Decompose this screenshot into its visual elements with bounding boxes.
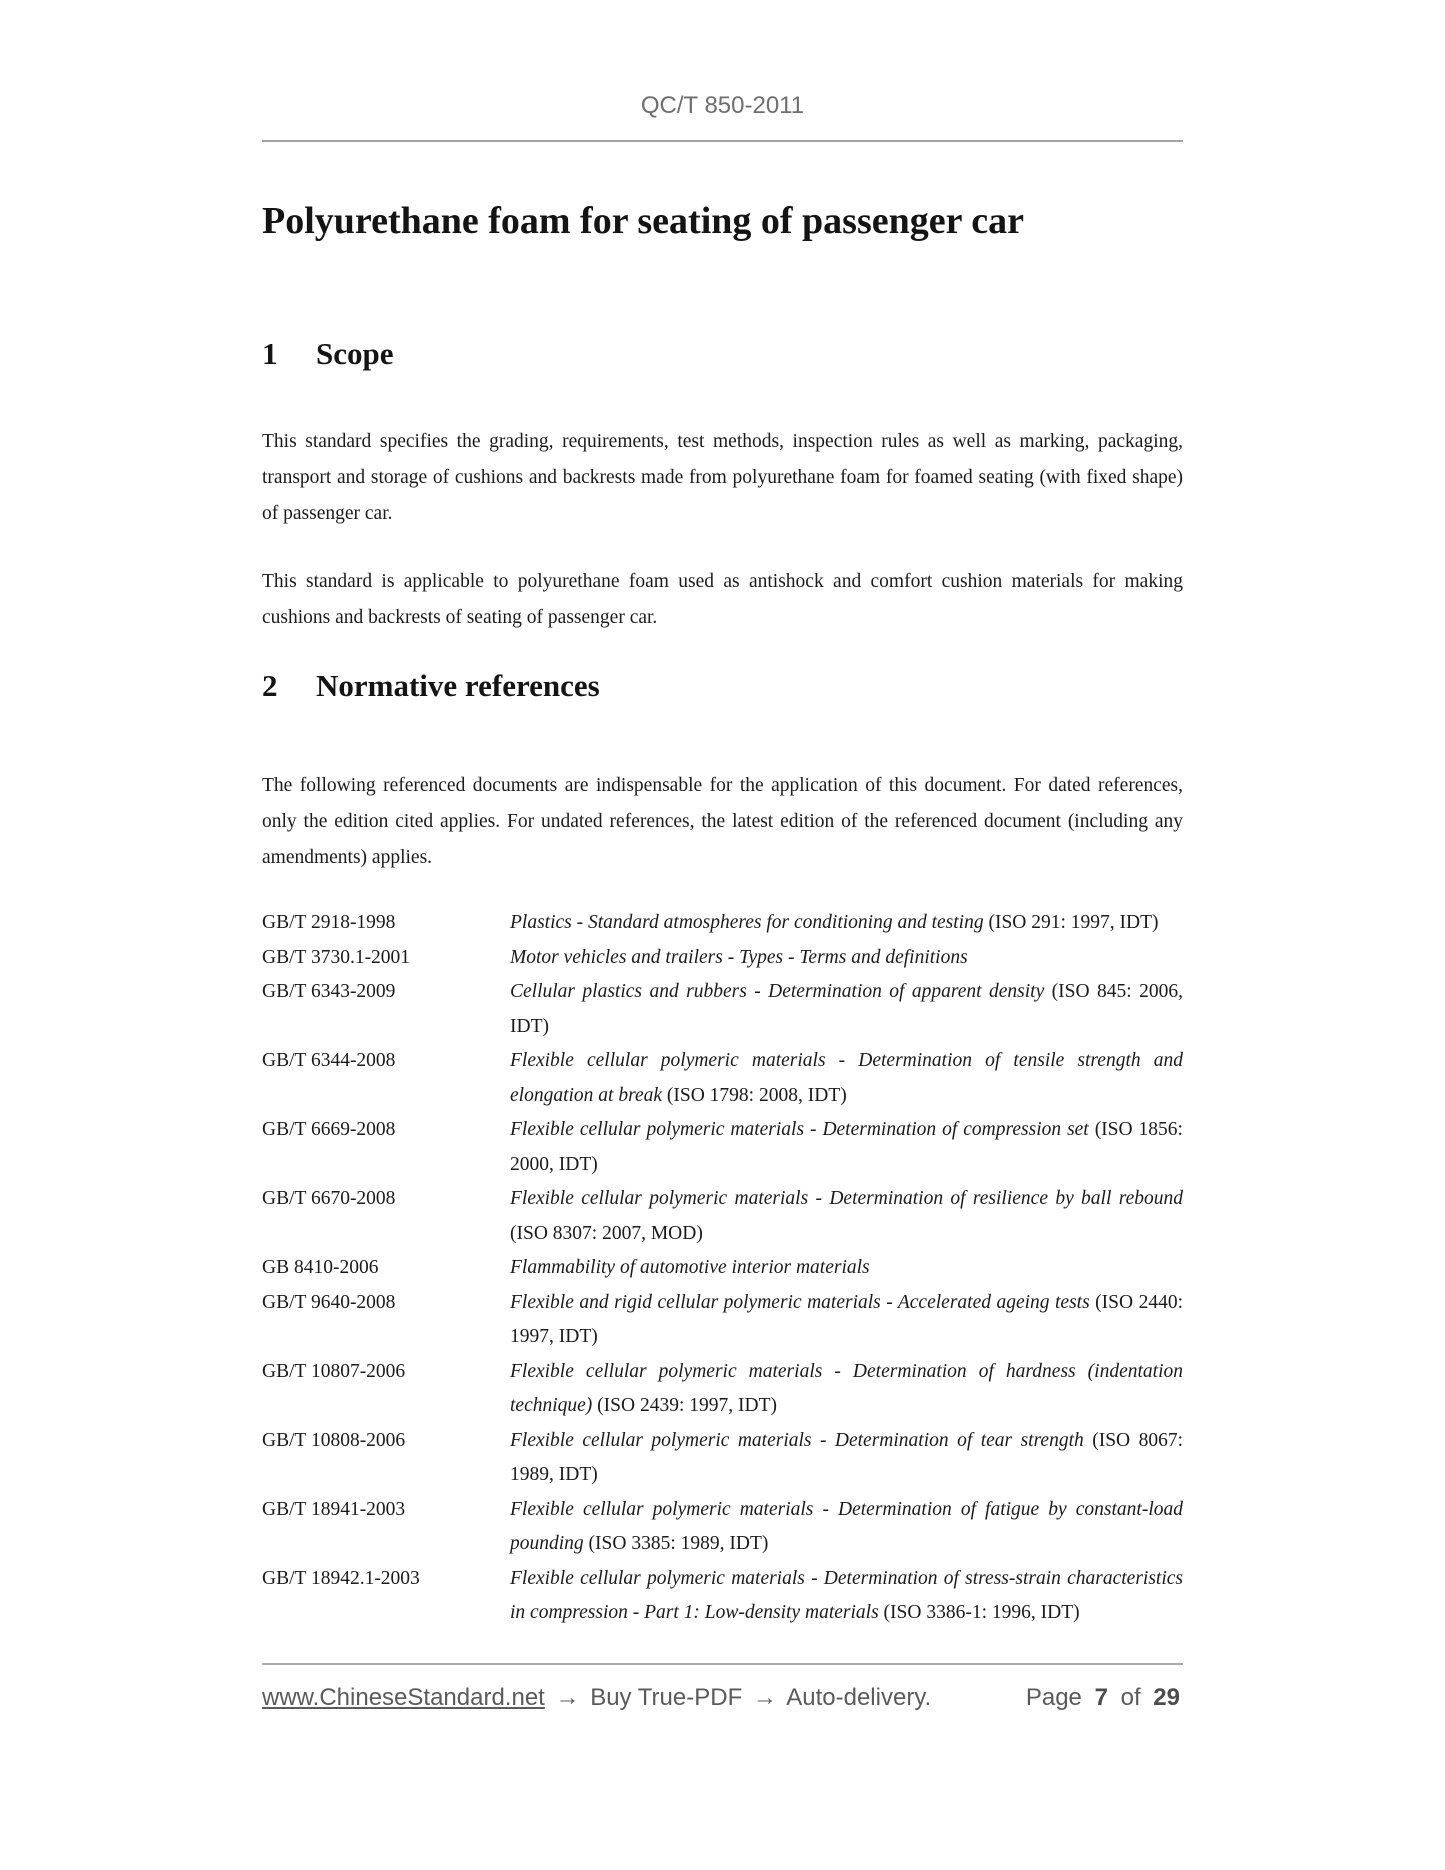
reference-title: Flexible cellular polymeric materials - Determination of tear strength bbox=[510, 1429, 1084, 1451]
reference-item bbox=[262, 941, 1183, 976]
reference-item bbox=[262, 1251, 1183, 1286]
header-doc-number: QC/T 850-2011 bbox=[640, 92, 805, 119]
buy-true-pdf-label: Buy True-PDF bbox=[590, 1683, 743, 1711]
reference-title: Motor vehicles and trailers - Types - Terms and definitions bbox=[510, 946, 968, 968]
reference-description bbox=[510, 1044, 1183, 1113]
reference-iso-suffix: (ISO 845: 2006, IDT) bbox=[510, 981, 1183, 1037]
reference-description bbox=[510, 1424, 1183, 1493]
reference-iso-suffix: (ISO 2439: 1997, IDT) bbox=[592, 1395, 777, 1416]
references-list bbox=[262, 906, 1183, 1631]
reference-title: Flexible cellular polymeric materials - Determination of resilience by ball rebound bbox=[510, 1188, 1183, 1209]
reference-code: GB/T 6344-2008 bbox=[262, 1050, 396, 1071]
reference-description bbox=[510, 1182, 1183, 1251]
website-link[interactable]: www.ChineseStandard.net bbox=[262, 1683, 545, 1711]
reference-item bbox=[262, 1044, 1183, 1113]
reference-code: GB/T 6670-2008 bbox=[262, 1188, 396, 1209]
reference-title: Plastics - Standard atmospheres for conditioning and testing bbox=[510, 912, 984, 933]
reference-title: Flexible cellular polymeric materials - Determination of stress-strain characteristics in compression - Part 1: Low-density materials bbox=[510, 1567, 1183, 1623]
reference-code: GB/T 9640-2008 bbox=[262, 1291, 396, 1313]
footer-rule bbox=[262, 1663, 1183, 1665]
reference-code: GB/T 10807-2006 bbox=[262, 1360, 406, 1382]
reference-iso-suffix: (ISO 8307: 2007, MOD) bbox=[510, 1222, 703, 1244]
footer-left bbox=[262, 1683, 931, 1713]
reference-code: GB/T 10808-2006 bbox=[262, 1429, 406, 1451]
section-1-heading bbox=[262, 334, 1183, 374]
reference-iso-suffix: (ISO 2440: 1997, IDT) bbox=[510, 1291, 1183, 1347]
reference-item bbox=[262, 1424, 1183, 1493]
reference-item bbox=[262, 1562, 1183, 1631]
reference-code: GB/T 2918-1998 bbox=[262, 912, 396, 933]
arrow-icon: → bbox=[752, 1683, 777, 1711]
reference-iso-suffix: (ISO 1856: 2000, IDT) bbox=[510, 1119, 1183, 1175]
reference-code: GB/T 18942.1-2003 bbox=[262, 1567, 420, 1589]
page-number-total: 29 bbox=[1153, 1683, 1180, 1711]
reference-title: Cellular plastics and rubbers - Determination of apparent density bbox=[510, 981, 1045, 1002]
reference-description bbox=[510, 1493, 1183, 1562]
reference-title: Flammability of automotive interior materials bbox=[510, 1257, 870, 1278]
section-1-paragraph-1: This standard specifies the grading, requirements, test methods, inspection rules as well as marking, packaging, transport and storage of cushions and backrests made from polyurethane foam for foamed seating (with fixed shape) of passenger car. bbox=[262, 431, 1183, 524]
reference-title: Flexible cellular polymeric materials - Determination of compression set bbox=[510, 1119, 1089, 1140]
reference-title: Flexible cellular polymeric materials - Determination of tensile strength and elongation at break bbox=[510, 1050, 1183, 1106]
reference-item bbox=[262, 1355, 1183, 1424]
reference-code: GB/T 6669-2008 bbox=[262, 1119, 396, 1140]
reference-description bbox=[510, 1113, 1183, 1182]
reference-title: Flexible cellular polymeric materials - Determination of fatigue by constant-load pounding bbox=[510, 1498, 1183, 1554]
section-1-paragraph-2: This standard is applicable to polyurethane foam used as antishock and comfort cushion materials for making cushions and backrests of seating of passenger car. bbox=[262, 571, 1183, 628]
reference-item bbox=[262, 1182, 1183, 1251]
reference-description bbox=[510, 1286, 1183, 1355]
section-2-title: Normative references bbox=[316, 668, 600, 703]
reference-item bbox=[262, 975, 1183, 1044]
section-2-heading bbox=[262, 666, 1183, 706]
reference-item bbox=[262, 906, 1183, 941]
section-2-paragraph-1: The following referenced documents are indispensable for the application of this document. For dated references, only the edition cited applies. For undated references, the latest edition of the referenced document (including any amendments) applies. bbox=[262, 775, 1183, 868]
reference-iso-suffix: (ISO 8067: 1989, IDT) bbox=[510, 1429, 1183, 1485]
section-1-title: Scope bbox=[316, 336, 394, 371]
reference-item bbox=[262, 1113, 1183, 1182]
reference-code: GB/T 18941-2003 bbox=[262, 1498, 406, 1520]
reference-item bbox=[262, 1286, 1183, 1355]
reference-description bbox=[510, 1251, 1183, 1286]
of-label: of bbox=[1120, 1683, 1141, 1711]
section-2-number: 2 bbox=[262, 668, 278, 703]
reference-description bbox=[510, 941, 1183, 976]
reference-title: Flexible and rigid cellular polymeric materials - Accelerated ageing tests bbox=[510, 1291, 1090, 1313]
reference-iso-suffix: (ISO 1798: 2008, IDT) bbox=[662, 1084, 847, 1106]
reference-description bbox=[510, 1355, 1183, 1424]
reference-code: GB/T 6343-2009 bbox=[262, 981, 396, 1002]
reference-code: GB/T 3730.1-2001 bbox=[262, 946, 411, 968]
page-number-current: 7 bbox=[1094, 1683, 1108, 1711]
reference-description bbox=[510, 975, 1183, 1044]
reference-iso-suffix: (ISO 3386-1: 1996, IDT) bbox=[878, 1602, 1080, 1623]
reference-title: Flexible cellular polymeric materials - Determination of hardness (indentation technique) bbox=[510, 1360, 1183, 1416]
auto-delivery-label: Auto-delivery. bbox=[786, 1683, 932, 1711]
section-1-number: 1 bbox=[262, 336, 278, 371]
document-title: Polyurethane foam for seating of passenger car bbox=[262, 200, 1025, 242]
arrow-icon: → bbox=[555, 1683, 580, 1711]
reference-iso-suffix: (ISO 3385: 1989, IDT) bbox=[583, 1533, 769, 1554]
reference-description bbox=[510, 1562, 1183, 1631]
page-indicator bbox=[1023, 1683, 1183, 1713]
header-rule bbox=[262, 140, 1183, 142]
footer bbox=[262, 1683, 1183, 1713]
reference-iso-suffix: (ISO 291: 1997, IDT) bbox=[983, 912, 1159, 933]
page-label: Page bbox=[1025, 1683, 1082, 1711]
reference-item bbox=[262, 1493, 1183, 1562]
reference-code: GB 8410-2006 bbox=[262, 1257, 379, 1278]
reference-description bbox=[510, 906, 1183, 941]
